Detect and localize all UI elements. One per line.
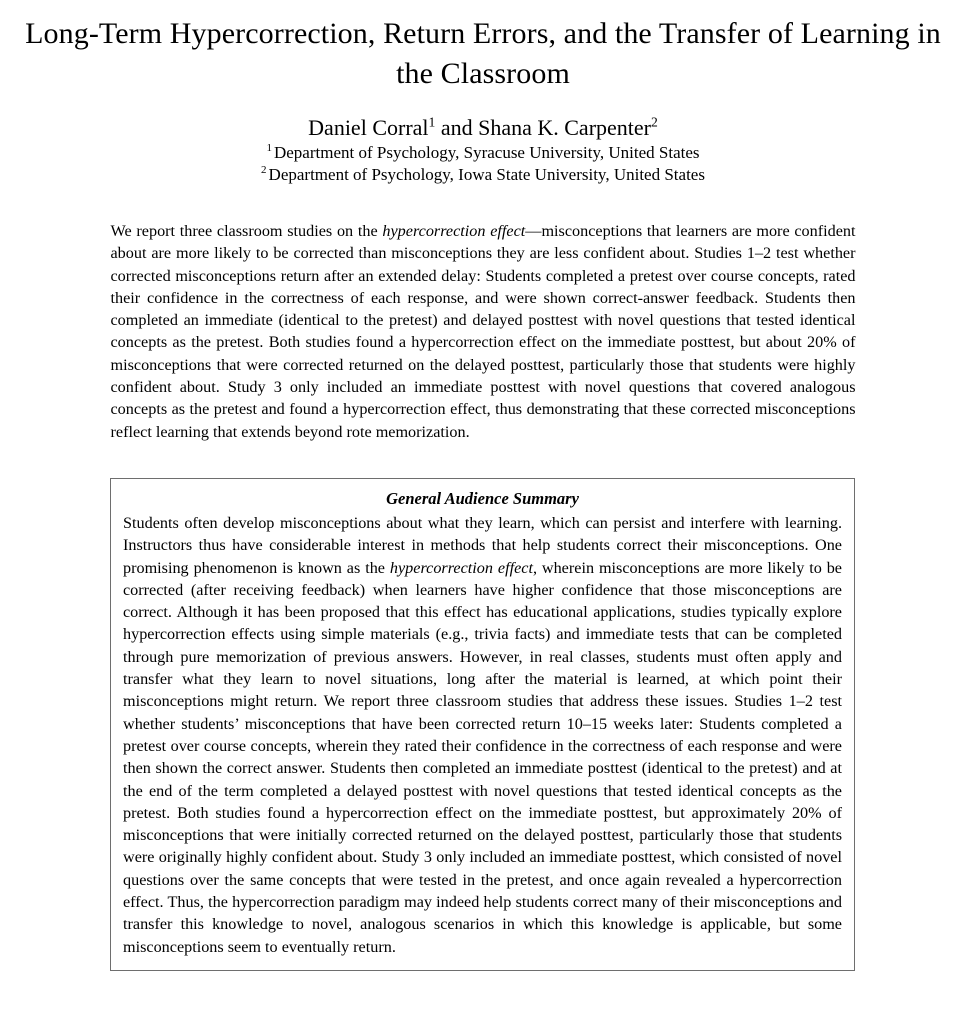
author-marker-2: 2 [651, 114, 658, 130]
title-block [0, 0, 966, 94]
affiliation-2 [0, 164, 966, 186]
abstract-italic-term: hypercorrection effect [382, 222, 526, 240]
summary-italic-term: hypercorrection effect [389, 558, 533, 577]
author-marker-1: 1 [428, 114, 436, 130]
affiliation-text-1: Department of Psychology, Syracuse University, United States [273, 143, 700, 162]
abstract-text-part-2: —misconceptions that learners are more confident about are more likely to be corrected than misconceptions they are less confident about. Studies 1–2 test whether corrected misconceptions return after an extended delay: Students completed a pretest over course concepts, rated their confidence in the correctness of each response, and were shown correct-answer feedback. Students then completed an immediate (identical to the pretest) and delayed posttest with novel questions that tested identical concepts as the pretest. Both studies found a hypercorrection effect on the immediate posttest, but about 20% of misconceptions that were corrected returned on the delayed posttest, particularly those that students were highly confident about. Study 3 only included an immediate posttest with novel questions that covered analogous concepts as the pretest and found a hypercorrection effect, thus demonstrating that these corrected misconceptions reflect learning that extends beyond rote memorization. [110, 222, 856, 441]
author-block [0, 114, 966, 186]
summary-heading: General Audience Summary [386, 489, 579, 508]
author-name-1: Daniel Corral [308, 115, 429, 140]
general-audience-summary-box [110, 478, 855, 971]
affiliation-1 [0, 142, 966, 164]
author-name-2: Shana K. Carpenter [478, 115, 651, 140]
summary-text-part-2: , wherein misconceptions are more likely to be corrected (after receiving feedback) when learners have higher confidence that those misconceptions are correct. Although it has been proposed that this effect has educational applications, studies typically explore hypercorrection effects using simple materials (e.g., trivia facts) and immediate tests that can be completed through pure memorization of previous answers. However, in real classes, students must often apply and transfer what they learn to novel situations, long after the material is learned, at which point their misconceptions might return. We report three classroom studies that address these issues. Studies 1–2 test whether students’ misconceptions that have been corrected return 10–15 weeks later: Students completed a pretest over course concepts, wherein they rated their confidence in the correctness of each response and were then shown the correct answer. Students then completed an immediate posttest (identical to the pretest) and at the end of the term completed a delayed posttest with novel questions that tested identical concepts as the pretest. Both studies found a hypercorrection effect on the immediate posttest, but approximately 20% of misconceptions that were initially corrected returned on the delayed posttest, particularly those that students were originally highly confident about. Study 3 only included an immediate posttest, which consisted of novel questions over the same concepts that were tested in the pretest, and once again revealed a hypercorrection effect. Thus, the hypercorrection paradigm may indeed help students correct many of their misconceptions and transfer this knowledge to novel, analogous scenarios in which this knowledge is applicable, but some misconceptions seem to eventually return. [123, 558, 842, 956]
abstract-paragraph [111, 220, 856, 443]
author-conjunction: and [435, 115, 479, 140]
affiliation-text-2: Department of Psychology, Iowa State University, United States [268, 165, 705, 184]
abstract-text-part-1: We report three classroom studies on the [110, 222, 383, 240]
summary-text-part-1: Students often develop misconceptions about what they learn, which can persist and interfere with learning. Instructors thus have considerable interest in methods that help students correct their misconceptions. One promising phenomenon is known as the [123, 514, 842, 577]
affiliation-marker-1: 1 [266, 142, 272, 155]
authors-line [0, 114, 966, 142]
page-title: Long-Term Hypercorrection, Return Errors, and the Transfer of Learning in the Classroom [25, 17, 941, 90]
affiliation-marker-2: 2 [261, 164, 267, 177]
summary-paragraph [123, 512, 842, 958]
